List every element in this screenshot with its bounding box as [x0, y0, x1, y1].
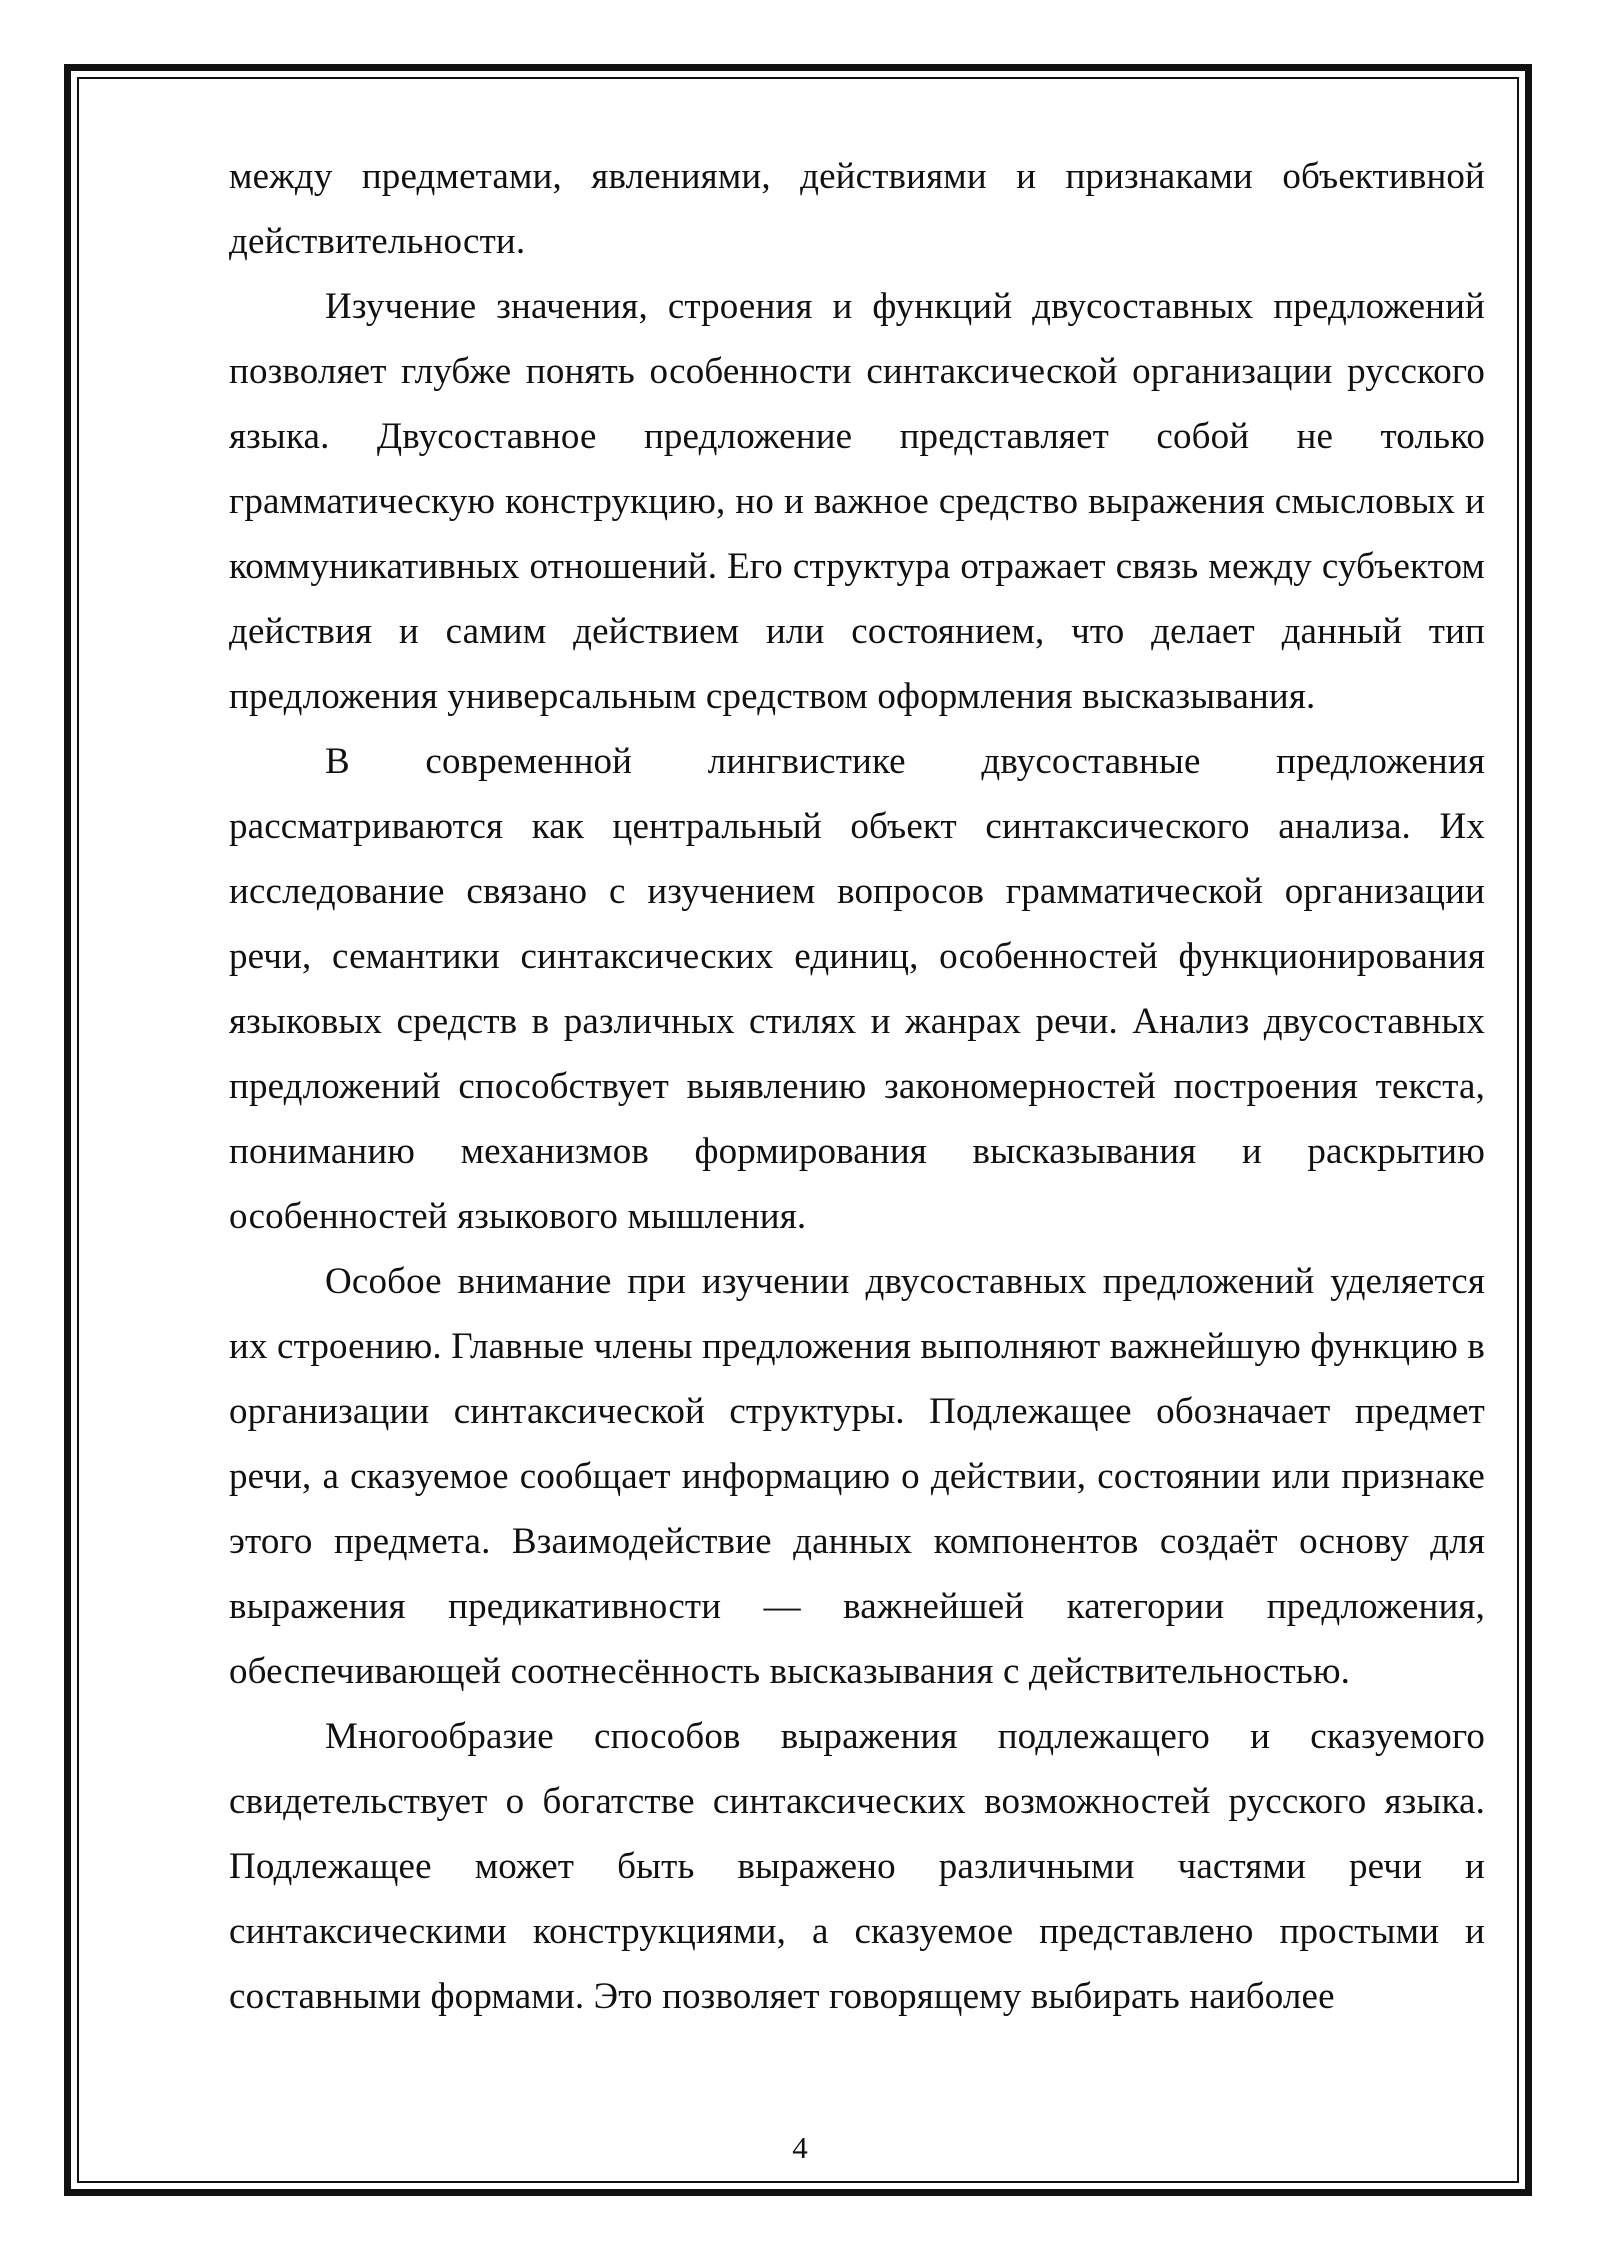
page-number: 4 [792, 2130, 808, 2165]
document-body [229, 144, 1485, 2029]
paragraph-4: Особое внимание при изучении двусоставных предложений уделяется их строению. Главные члены предложения выполняют важнейшую функцию в организации синтаксической структуры. Подлежащее обозначает предмет речи, а сказуемое сообщает информацию о действии, состоянии или признаке этого предмета. Взаимодействие данных компонентов создаёт основу для выражения предикативности — важнейшей категории предложения, обеспечивающей соотнесённость высказывания с действительностью. [229, 1261, 1485, 1692]
paragraph-2: Изучение значения, строения и функций двусоставных предложений позволяет глубже понять особенности синтаксической организации русского языка. Двусоставное предложение представляет собой не только грамматическую конструкцию, но и важное средство выражения смысловых и коммуникативных отношений. Его структура отражает связь между субъектом действия и самим действием или состоянием, что делает данный тип предложения универсальным средством оформления высказывания. [229, 286, 1485, 717]
paragraph-5: Многообразие способов выражения подлежащего и сказуемого свидетельствует о богатстве синтаксических возможностей русского языка. Подлежащее может быть выражено различными частями речи и синтаксическими конструкциями, а сказуемое представлено простыми и составными формами. Это позволяет говорящему выбирать наиболее [229, 1716, 1485, 2017]
paragraph-3: В современной лингвистике двусоставные предложения рассматриваются как центральный объект синтаксического анализа. Их исследование связано с изучением вопросов грамматической организации речи, семантики синтаксических единиц, особенностей функционирования языковых средств в различных стилях и жанрах речи. Анализ двусоставных предложений способствует выявлению закономерностей построения текста, пониманию механизмов формирования высказывания и раскрытию особенностей языкового мышления. [229, 741, 1485, 1237]
paragraph-1: между предметами, явлениями, действиями и признаками объективной действительности. [229, 156, 1485, 262]
